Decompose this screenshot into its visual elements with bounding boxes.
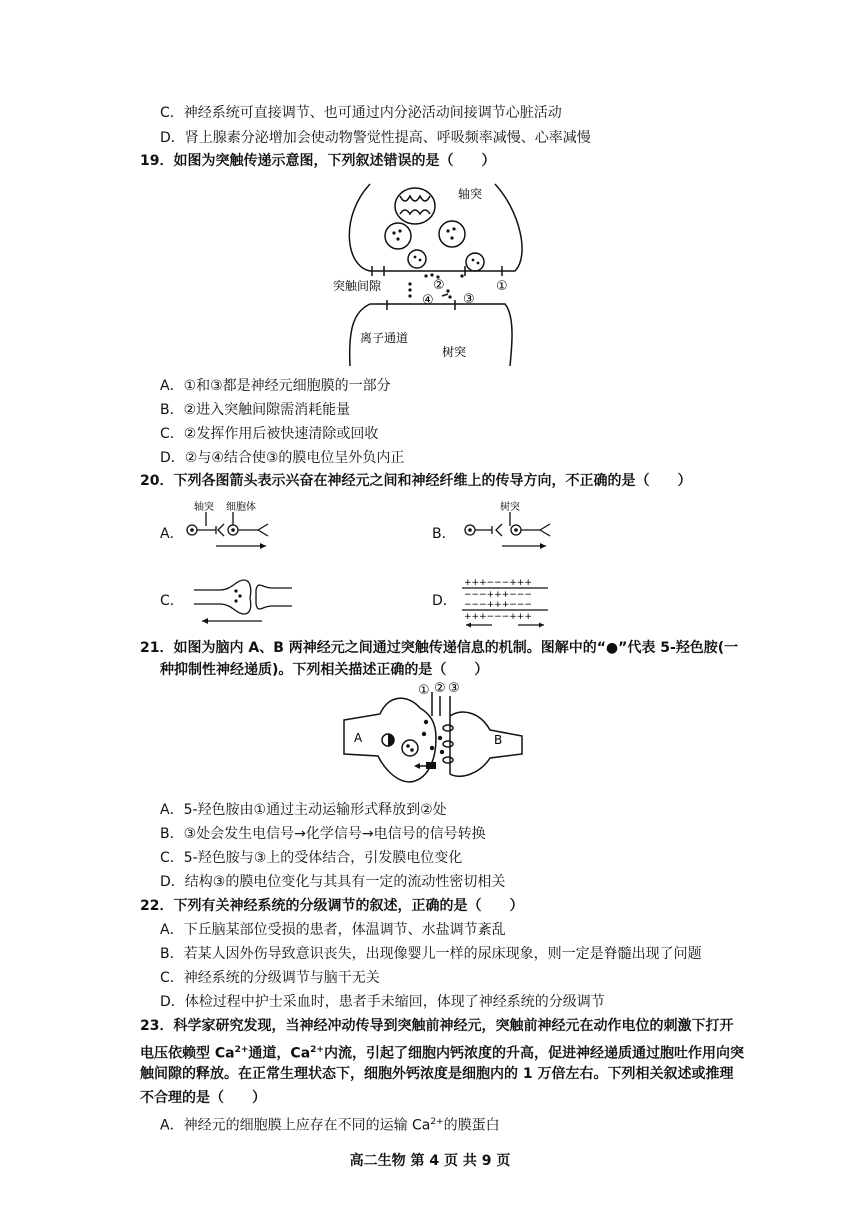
q22-option-c: C．神经系统的分级调节与脑干无关 (160, 970, 380, 986)
label-neuron-b: B (494, 733, 503, 747)
label-4: ④ (422, 293, 434, 308)
q21-stem-line1: 21．如图为脑内 A、B 两神经元之间通过突触传递信息的机制。图解中的“●”代表 5-羟色胺(一 (140, 640, 739, 656)
q22-option-b: B．若某人因外伤导致意识丧失，出现像婴儿一样的尿床现象，则一定是脊髓出现了问题 (160, 946, 702, 962)
q20-letter-d: D． (432, 593, 457, 609)
q23-opt-a-text: A．神经元的细胞膜上应存在不同的运输 Ca (160, 1117, 431, 1134)
q23-l2a: 电压依赖型 Ca (140, 1045, 235, 1062)
label-dendrite: 树突 (442, 345, 467, 359)
q20-stem: 20．下列各图箭头表示兴奋在神经元之间和神经纤维上的传导方向，不正确的是（ ） (140, 473, 692, 489)
neuron-ab-diagram (340, 682, 530, 792)
label-axon-a: 轴突 (194, 502, 214, 513)
q21-option-b: B．③处会发生电信号→化学信号→电信号的信号转换 (160, 826, 486, 842)
q20-diagram-a (180, 498, 280, 554)
q19-option-b: B．②进入突触间隙需消耗能量 (160, 402, 351, 418)
q21-option-d: D．结构③的膜电位变化与其具有一定的流动性密切相关 (160, 874, 506, 890)
membrane-row1: +++−−−+++ (464, 578, 532, 588)
q19-option-d: D．②与④结合使③的膜电位呈外负内正 (160, 450, 405, 466)
membrane-row4: +++−−−+++ (464, 612, 532, 622)
q23-sup1: 2+ (234, 1045, 249, 1055)
q23-line3: 触间隙的释放。在正常生理状态下，细胞外钙浓度是细胞内的 1 万倍左右。下列相关叙述或推理 (140, 1066, 734, 1082)
q23-l2b: 通道，Ca (248, 1045, 311, 1062)
q20-letter-a: A． (160, 526, 184, 542)
label-neuron-a: A (354, 731, 363, 745)
label-1: ① (496, 279, 508, 294)
label-2: ② (433, 278, 445, 293)
q23-opt-a-sup: 2+ (430, 1117, 444, 1127)
q23-l2c: 内流，引起了细胞内钙浓度的升高，促进神经递质通过胞吐作用向突 (323, 1045, 744, 1062)
q23-line1: 23．科学家研究发现，当神经冲动传导到突触前神经元，突触前神经元在动作电位的刺激下打开 (140, 1018, 734, 1034)
synapse-diagram (330, 176, 530, 366)
q19-option-a: A．①和③都是神经元细胞膜的一部分 (160, 378, 391, 394)
label-dendrite-b: 树突 (500, 502, 520, 513)
label-q21-3: ③ (448, 682, 460, 696)
q20-letter-c: C． (160, 593, 184, 609)
q23-line2 (140, 1040, 744, 1064)
option-d-q18: D．肾上腺素分泌增加会使动物警觉性提高、呼吸频率减慢、心率减慢 (160, 130, 591, 146)
q20-diagram-d (462, 575, 552, 629)
option-c-q18: C．神经系统可直接调节、也可通过内分泌活动间接调节心脏活动 (160, 105, 562, 121)
q22-option-a: A．下丘脑某部位受损的患者，体温调节、水盐调节紊乱 (160, 922, 506, 938)
q21-stem-line2: 种抑制性神经递质)。下列相关描述正确的是（ ） (160, 662, 489, 678)
label-q21-2: ② (434, 682, 446, 696)
q21-option-c: C．5-羟色胺与③上的受体结合，引发膜电位变化 (160, 850, 463, 866)
q19-stem: 19．如图为突触传递示意图，下列叙述错误的是（ ） (140, 153, 496, 169)
q19-option-c: C．②发挥作用后被快速清除或回收 (160, 426, 379, 442)
membrane-row3: −−−+++−−− (464, 600, 532, 610)
membrane-row2: −−−+++−−− (464, 590, 532, 600)
label-cell-body-a: 细胞体 (226, 502, 256, 513)
q23-option-a (160, 1112, 500, 1136)
label-q21-1: ① (418, 683, 430, 698)
q21-option-a: A．5-羟色胺由①通过主动运输形式释放到②处 (160, 802, 447, 818)
q22-stem: 22．下列有关神经系统的分级调节的叙述，正确的是（ ） (140, 898, 524, 914)
q20-letter-b: B． (432, 526, 456, 542)
q23-sup2: 2+ (310, 1045, 324, 1055)
label-axon: 轴突 (458, 187, 483, 201)
q23-line4: 不合理的是（ ） (140, 1090, 266, 1106)
label-ion-channel: 离子通道 (360, 331, 409, 345)
q23-opt-a-tail: 的膜蛋白 (443, 1117, 500, 1134)
label-cleft: 突触间隙 (333, 279, 382, 293)
q20-diagram-b (458, 498, 558, 554)
q20-diagram-c (192, 576, 292, 626)
label-3: ③ (463, 292, 475, 307)
q22-option-d: D．体检过程中护士采血时，患者手未缩回，体现了神经系统的分级调节 (160, 994, 605, 1010)
page-footer: 高二生物 第 4 页 共 9 页 (349, 1153, 511, 1169)
